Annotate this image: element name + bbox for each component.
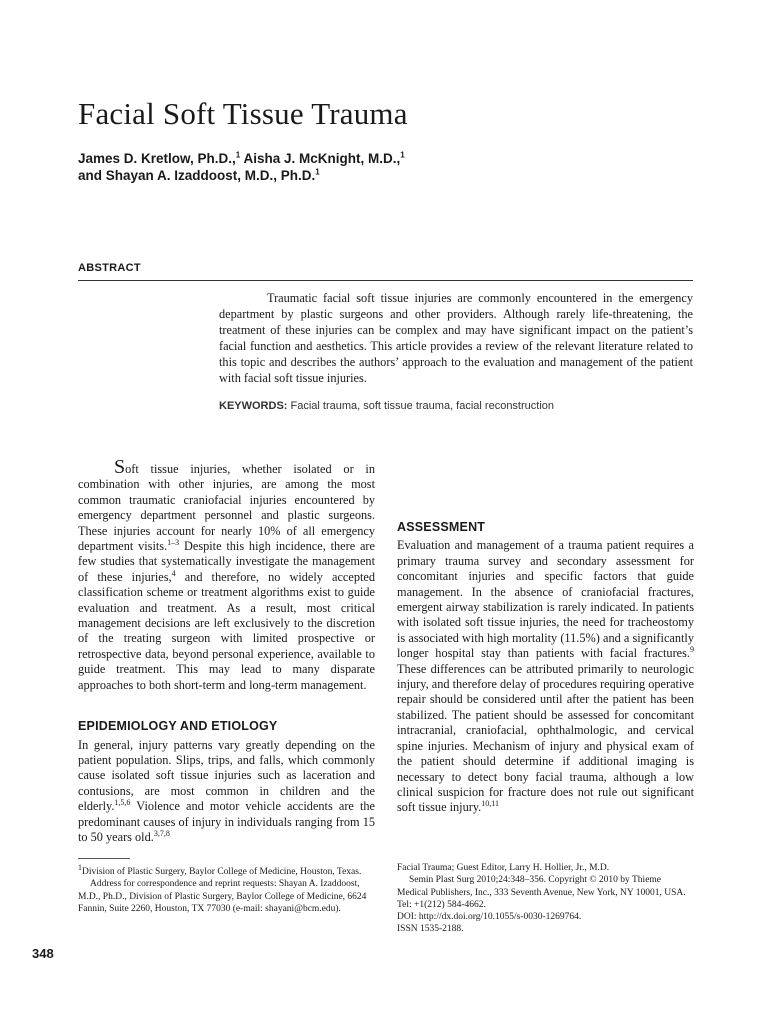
left-column <box>78 456 376 845</box>
footnote-rule <box>78 858 130 859</box>
citation: 9 <box>690 645 694 655</box>
section-heading-assessment: ASSESSMENT <box>397 520 486 534</box>
doi-note: DOI: http://dx.doi.org/10.1055/s-0030-1269764. <box>397 912 582 923</box>
citation: 1,5,6 <box>114 798 131 808</box>
keywords-label: KEYWORDS: <box>219 400 288 412</box>
article-title: Facial Soft Tissue Trauma <box>78 96 408 131</box>
citation: 10,11 <box>481 799 499 809</box>
author-izaddoost: and Shayan A. Izaddoost, M.D., Ph.D. <box>78 168 316 183</box>
affiliation-mark: 1 <box>78 863 82 872</box>
author-kretlow: James D. Kretlow, Ph.D., <box>78 151 236 166</box>
right-column <box>397 468 694 816</box>
drop-cap: S <box>114 456 126 478</box>
assessment-paragraph: Evaluation and management of a trauma patient requires a primary trauma survey and secondary assessment for concomitant injuries and specific factors that guide management. In the absence of craniofacial fractures, emergent airway stabilization is rarely indicated. In patients with isolated soft tissue injuries, the need for tracheostomy is associated with high mortality (11.5%) and a significantly longer hospital stay than patients with facial fractures.$^9$ These differences can be attributed primarily to neurologic injury, and therefore delay of procedures requiring operative repair should be considered until after the patient has been stabilized. The patient should be assessed for concomitant intracranial, craniofacial, ophthalmologic, and cervical spine injuries. Mechanism of injury and physical exam of the patient should determine if additional imaging is necessary to detect bony facial trauma, although a low clinical suspicion for fracture does not rule out significant soft tissue injury.$^{10,11}$ <box>397 538 694 815</box>
section-heading-epidemiology: EPIDEMIOLOGY AND ETIOLOGY <box>78 719 278 734</box>
author-list <box>78 150 698 184</box>
keywords-line <box>219 400 693 412</box>
affiliation-mark: 1 <box>400 150 405 160</box>
footnote-affiliation: $^1$Division of Plastic Surgery, Baylor College of Medicine, Houston, Texas. Address for correspondence and reprint requests: Shayan A. Izaddoost, M.D., Ph.D., Division of Plastic Surgery, Baylor College of Medicine, 6624 Fannin, Suite 2260, Houston, TX 77030 (e-mail: shayani@bcm.edu). <box>78 862 375 915</box>
affiliation-mark: 1 <box>315 167 320 177</box>
author-mcknight: Aisha J. McKnight, M.D., <box>240 151 401 166</box>
abstract-text: Traumatic facial soft tissue injuries are commonly encountered in the emergency department by plastic surgeons and other providers. Although rarely life-threatening, the treatment of these injuries can be complex and may have significant impact on the patient’s facial function and aesthetics. This article provides a review of the relevant literature related to this topic and describes the authors’ approach to the evaluation and management of the patient with facial soft tissue injuries. <box>219 291 693 385</box>
issue-note: Facial Trauma; Guest Editor, Larry H. Hollier, Jr., M.D. <box>397 863 610 873</box>
intro-paragraph: Soft tissue injuries, whether isolated or in combination with other injuries, are among the most common traumatic craniofacial injuries encountered by emergency department personnel and plastic surgeons. These injuries account for nearly 10% of all emergency department visits.$^{1-3}$ Despite this high incidence, there are few studies that systematically investigate the management of these injuries,$^4$ and therefore, no widely accepted classification scheme or treatment algorithms exist to guide evaluation and treatment. As a result, most critical management decisions are left exclusively to the discretion of the treating surgeon with limited prospective or retrospective data, beyond personal experience, available to guide treatment. This may lead to many disparate approaches to both short-term and long-term management. <box>78 456 376 692</box>
abstract-heading: ABSTRACT <box>78 262 141 274</box>
page-number: 348 <box>32 946 54 961</box>
citation-note: Semin Plast Surg 2010;24:348–356. Copyright © 2010 by Thieme Medical Publishers, Inc., 333 Seventh Avenue, New York, NY 10001, USA. Tel: +1(212) 584-4662. <box>397 875 686 910</box>
citation: 4 <box>171 568 176 578</box>
epidemiology-paragraph: In general, injury patterns vary greatly depending on the patient population. Slips, trips, and falls, which commonly cause isolated soft tissue injuries such as laceration and contusions, are most common in children and the elderly.$^{1,5,6}$ Violence and motor vehicle accidents are the predominant causes of injury in individuals ranging from 15 to 50 years old.$^{3,7,8}$ <box>78 737 375 844</box>
citation: 1–3 <box>167 537 180 547</box>
affiliation-mark: 1 <box>235 150 241 160</box>
footnote-publication <box>397 862 694 936</box>
correspondence-note: Address for correspondence and reprint requests: Shayan A. Izaddoost, M.D., Ph.D., Division of Plastic Surgery, Baylor College of Medicine, 6624 Fannin, Suite 2260, Houston, TX 77030 (e-mail: shayani@bcm.edu). <box>78 879 367 915</box>
abstract-rule <box>78 280 693 281</box>
citation: 3,7,8 <box>153 828 170 838</box>
keywords-list: Facial trauma, soft tissue trauma, facial reconstruction <box>287 400 555 412</box>
issn-note: ISSN 1535-2188. <box>397 924 464 935</box>
